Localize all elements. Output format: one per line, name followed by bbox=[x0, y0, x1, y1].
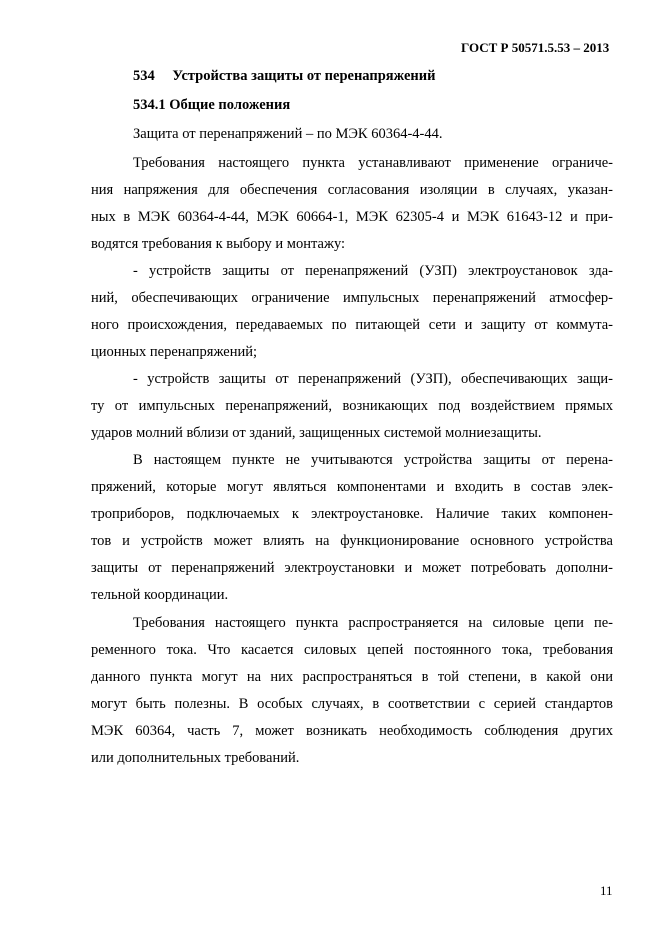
subsection-heading: 534.1 Общие положения bbox=[133, 97, 291, 113]
body-line: данного пункта могут на них распространяться в той степени, в какой они bbox=[91, 669, 613, 685]
section-number: 534 bbox=[133, 68, 155, 84]
list-item-line: ударов молний вблизи от зданий, защищенных системой молниезащиты. bbox=[91, 425, 542, 441]
body-line: ных в МЭК 60364-4-44, МЭК 60664-1, МЭК 62305-4 и МЭК 61643-12 и при- bbox=[91, 209, 613, 225]
list-item-line: - устройств защиты от перенапряжений (УЗП) электроустановок зда- bbox=[133, 263, 613, 279]
body-line: МЭК 60364, часть 7, может возникать необходимость соблюдения других bbox=[91, 723, 613, 739]
list-item-line: ту от импульсных перенапряжений, возникающих под воздействием прямых bbox=[91, 398, 613, 414]
section-title: Устройства защиты от перенапряжений bbox=[172, 68, 436, 84]
body-line: могут быть полезны. В особых случаях, в соответствии с серией стандартов bbox=[91, 696, 613, 712]
body-line: или дополнительных требований. bbox=[91, 750, 300, 766]
list-item-line: ционных перенапряжений; bbox=[91, 344, 258, 360]
section-heading bbox=[133, 67, 435, 85]
body-line: ременного тока. Что касается силовых цепей постоянного тока, требования bbox=[91, 642, 613, 658]
body-line: Защита от перенапряжений – по МЭК 60364-4-44. bbox=[133, 126, 443, 142]
body-line: водятся требования к выбору и монтажу: bbox=[91, 236, 346, 252]
body-line: защиты от перенапряжений электроустановки и может потребовать дополни- bbox=[91, 560, 613, 576]
body-line: пряжений, которые могут являться компонентами и входить в состав элек- bbox=[91, 479, 613, 495]
body-line: тельной координации. bbox=[91, 587, 229, 603]
document-header: ГОСТ Р 50571.5.53 – 2013 bbox=[461, 40, 610, 55]
list-item-line: ного происхождения, передаваемых по питающей сети и защиту от коммута- bbox=[91, 317, 613, 333]
list-item-line: ний, обеспечивающих ограничение импульсных перенапряжений атмосфер- bbox=[91, 290, 613, 306]
body-line: ния напряжения для обеспечения согласования изоляции в случаях, указан- bbox=[91, 182, 613, 198]
body-line: троприборов, подключаемых к электроустановке. Наличие таких компонен- bbox=[91, 506, 613, 522]
body-line: В настоящем пункте не учитываются устройства защиты от перена- bbox=[133, 452, 613, 468]
list-item-line: - устройств защиты от перенапряжений (УЗП), обеспечивающих защи- bbox=[133, 371, 613, 387]
page-number: 11 bbox=[600, 883, 613, 898]
body-line: Требования настоящего пункта устанавливают применение ограниче- bbox=[133, 155, 613, 171]
body-line: Требования настоящего пункта распространяется на силовые цепи пе- bbox=[133, 615, 613, 631]
body-line: тов и устройств может влиять на функционирование основного устройства bbox=[91, 533, 613, 549]
